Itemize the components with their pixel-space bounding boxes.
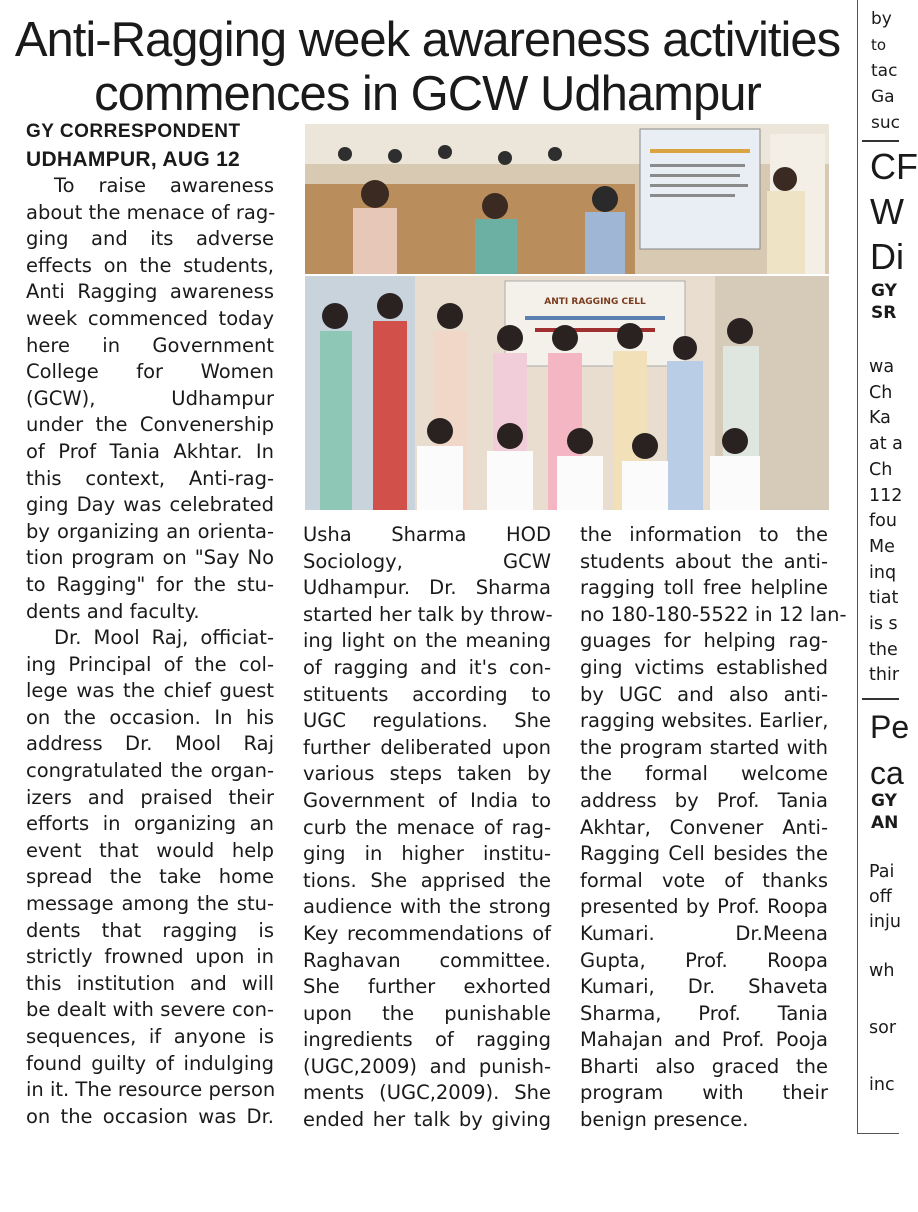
col3-line: guages for helping rag- bbox=[580, 629, 828, 653]
sidebar-body-line: wh bbox=[869, 961, 895, 981]
sidebar-headline-2 bbox=[870, 704, 910, 796]
article-headline bbox=[0, 13, 855, 121]
sidebar-byline-line: GY bbox=[871, 281, 897, 301]
sidebar-byline-line: GY bbox=[871, 791, 897, 811]
col3-line: ging victims established bbox=[580, 655, 828, 679]
col1-line: College for Women bbox=[26, 360, 274, 384]
sidebar-divider bbox=[862, 140, 899, 142]
col3-line: ragging websites. Earlier, bbox=[580, 709, 829, 733]
col1-line: under the Convenership bbox=[26, 413, 274, 437]
col2-line: ended her talk by giving bbox=[303, 1108, 551, 1132]
col1-line: here in Government bbox=[26, 333, 274, 357]
byline-dateline: UDHAMPUR, AUG 12 bbox=[26, 148, 241, 171]
col1-line: Dr. Mool Raj, officiat- bbox=[54, 626, 274, 650]
sidebar-body-1 bbox=[869, 355, 903, 689]
col1-line: dents that ragging is bbox=[26, 918, 274, 942]
col1-line: lege was the chief guest bbox=[26, 679, 274, 703]
col3-line: Sharma, Prof. Tania bbox=[580, 1001, 828, 1025]
sidebar-body-line: inc bbox=[869, 1075, 895, 1095]
col1-line: spread the take home bbox=[26, 865, 274, 889]
col3-line: Gupta, Prof. Roopa bbox=[580, 948, 828, 972]
sidebar-body-line: at a bbox=[869, 434, 903, 455]
sidebar-body-2 bbox=[869, 860, 899, 1098]
col3-line: the information to the bbox=[580, 523, 828, 546]
sidebar-top-text bbox=[871, 6, 899, 136]
col1-line: (GCW), Udhampur bbox=[26, 386, 274, 410]
article-column-2 bbox=[303, 522, 551, 1134]
col1-line: found guilty of indulging bbox=[26, 1051, 274, 1075]
sidebar-body-line: fou bbox=[869, 511, 897, 532]
col3-line: address by Prof. Tania bbox=[580, 788, 828, 812]
col1-line: strictly frowned upon in bbox=[26, 945, 274, 969]
col1-line: ging and its adverse bbox=[26, 227, 274, 251]
sidebar-divider-2 bbox=[862, 698, 899, 700]
col3-line: the formal welcome bbox=[580, 762, 828, 786]
sidebar-headline-1 bbox=[870, 144, 918, 279]
sidebar-body-line: off bbox=[869, 887, 892, 907]
col2-line: ingredients of ragging bbox=[303, 1028, 551, 1052]
sidebar-body-line: Ch bbox=[869, 382, 893, 403]
col3-line: Bharti also graced the bbox=[580, 1054, 828, 1078]
sidebar-body-line: Ch bbox=[869, 459, 893, 480]
col2-line: Raghavan committee. bbox=[303, 948, 551, 972]
article-column-3 bbox=[580, 522, 847, 1134]
col1-line: be dealt with severe con- bbox=[26, 998, 274, 1022]
sidebar-line: suc bbox=[871, 113, 900, 133]
col1-line: this context, Anti-rag- bbox=[26, 466, 274, 490]
col3-line: by UGC and also anti- bbox=[580, 682, 828, 706]
col1-line: izers and praised their bbox=[26, 785, 274, 809]
col2-line: tions. She apprised the bbox=[303, 868, 551, 892]
col3-line: students about the anti- bbox=[580, 549, 828, 573]
sidebar-body-line: Ka bbox=[869, 408, 891, 429]
col2-line: She further exhorted bbox=[303, 975, 551, 999]
col3-line: no 180-180-5522 in 12 lan- bbox=[580, 602, 847, 626]
sidebar-byline-1 bbox=[871, 280, 899, 324]
article-column-1 bbox=[26, 173, 274, 1130]
banner-title: ANTI RAGGING CELL bbox=[544, 297, 646, 307]
col2-line: various steps taken by bbox=[303, 762, 551, 786]
col2-line: ging in higher institu- bbox=[303, 842, 551, 866]
sidebar-headline-line: ca bbox=[870, 755, 904, 791]
photo-group bbox=[305, 276, 829, 510]
sidebar-line: Ga bbox=[871, 87, 895, 107]
col1-line: week commenced today bbox=[26, 306, 274, 330]
col1-line: this institution and will bbox=[26, 971, 274, 995]
col1-line: event that would help bbox=[26, 838, 274, 862]
col1-line: on the occasion. In his bbox=[26, 705, 274, 729]
classroom-illustration bbox=[305, 124, 829, 274]
col3-line: ragging toll free helpline bbox=[580, 576, 828, 600]
sidebar-body-line: sor bbox=[869, 1018, 897, 1038]
sidebar-headline-line: Di bbox=[870, 236, 904, 277]
sidebar-border-left bbox=[857, 0, 858, 1134]
sidebar-line: tac bbox=[871, 61, 898, 81]
sidebar-body-line: is s bbox=[869, 614, 898, 635]
col2-line: ments (UGC,2009). She bbox=[303, 1081, 551, 1105]
col2-line: Udhampur. Dr. Sharma bbox=[303, 576, 551, 600]
col1-line: ging Day was celebrated bbox=[26, 493, 274, 517]
sidebar-body-line: wa bbox=[869, 357, 895, 377]
col1-line: efforts in organizing an bbox=[26, 812, 274, 836]
col2-line: further deliberated upon bbox=[303, 735, 551, 759]
byline-correspondent: GY CORRESPONDENT bbox=[26, 121, 241, 142]
sidebar-byline-line: SR bbox=[871, 303, 897, 323]
col3-line: Akhtar, Convener Anti- bbox=[580, 815, 828, 839]
col1-line: by organizing an orienta- bbox=[26, 519, 274, 543]
sidebar-byline-2 bbox=[871, 790, 899, 834]
sidebar-body-line: Me bbox=[869, 536, 895, 557]
col1-line: To raise awareness bbox=[54, 174, 274, 197]
sidebar-headline-line: CF bbox=[870, 146, 918, 187]
sidebar-headline-line: Pe bbox=[870, 709, 910, 745]
col1-line: on the occasion was Dr. bbox=[26, 1104, 274, 1128]
sidebar-body-line: Pai bbox=[869, 862, 895, 882]
col2-line: stituents according to bbox=[303, 682, 551, 706]
col3-line: Kumari. Dr.Meena bbox=[580, 921, 828, 945]
col3-line: presented by Prof. Roopa bbox=[580, 895, 828, 919]
sidebar-body-line: 112 bbox=[869, 485, 903, 506]
col3-line: formal vote of thanks bbox=[580, 868, 828, 892]
col1-line: effects on the students, bbox=[26, 253, 274, 277]
col2-line: Key recommendations of bbox=[303, 921, 551, 945]
col2-line: of ragging and it's con- bbox=[303, 655, 551, 679]
photo-classroom bbox=[305, 124, 829, 274]
col1-line: in it. The resource person bbox=[26, 1078, 276, 1102]
col3-line: Kumari, Dr. Shaveta bbox=[580, 975, 828, 999]
col2-line: UGC regulations. She bbox=[303, 709, 551, 733]
sidebar-body-line: inju bbox=[869, 912, 901, 932]
col1-line: address Dr. Mool Raj bbox=[26, 732, 274, 756]
headline-line-2: commences in GCW Udhampur bbox=[94, 67, 761, 121]
col3-line: Mahajan and Prof. Pooja bbox=[580, 1028, 828, 1052]
col1-line: sequences, if anyone is bbox=[26, 1025, 274, 1048]
col2-line: curb the menace of rag- bbox=[303, 815, 551, 839]
col3-line: the program started with bbox=[580, 735, 828, 759]
col2-line: ing light on the meaning bbox=[303, 629, 551, 653]
col1-line: dents and faculty. bbox=[26, 599, 200, 623]
col1-line: Anti Ragging awareness bbox=[26, 280, 274, 304]
col1-line: message among the stu- bbox=[26, 892, 274, 916]
sidebar-line: by bbox=[871, 9, 892, 29]
col1-line: ing Principal of the col- bbox=[26, 652, 274, 676]
sidebar-border-bottom bbox=[857, 1133, 899, 1134]
sidebar-byline-line: AN bbox=[871, 813, 899, 833]
col2-line: Usha Sharma HOD bbox=[303, 523, 551, 546]
col1-line: tion program on "Say No bbox=[26, 546, 274, 570]
col1-line: congratulated the organ- bbox=[26, 759, 274, 783]
group-photo-illustration bbox=[305, 276, 829, 510]
col1-line: to Ragging" for the stu- bbox=[26, 572, 274, 596]
sidebar-body-line: thir bbox=[869, 665, 900, 686]
sidebar-body-line: tiat bbox=[869, 588, 899, 609]
col1-line: about the menace of rag- bbox=[26, 200, 276, 224]
col2-line: started her talk by throw- bbox=[303, 602, 553, 626]
col3-line: Ragging Cell besides the bbox=[580, 842, 828, 866]
col2-line: upon the punishable bbox=[303, 1001, 551, 1025]
col1-line: of Prof Tania Akhtar. In bbox=[26, 439, 274, 463]
sidebar-line: to bbox=[871, 36, 887, 54]
sidebar-body-line: inq bbox=[869, 562, 897, 583]
col2-line: (UGC,2009) and punish- bbox=[303, 1054, 551, 1078]
col2-line: Sociology, GCW bbox=[303, 549, 551, 573]
headline-line-1: Anti-Ragging week awareness activities bbox=[14, 13, 841, 67]
col2-line: Government of India to bbox=[303, 788, 551, 812]
col2-line: audience with the strong bbox=[303, 895, 551, 919]
sidebar-headline-line: W bbox=[870, 191, 904, 232]
sidebar-body-line: the bbox=[869, 639, 898, 660]
col3-line: benign presence. bbox=[580, 1108, 749, 1132]
col3-line: program with their bbox=[580, 1081, 828, 1105]
